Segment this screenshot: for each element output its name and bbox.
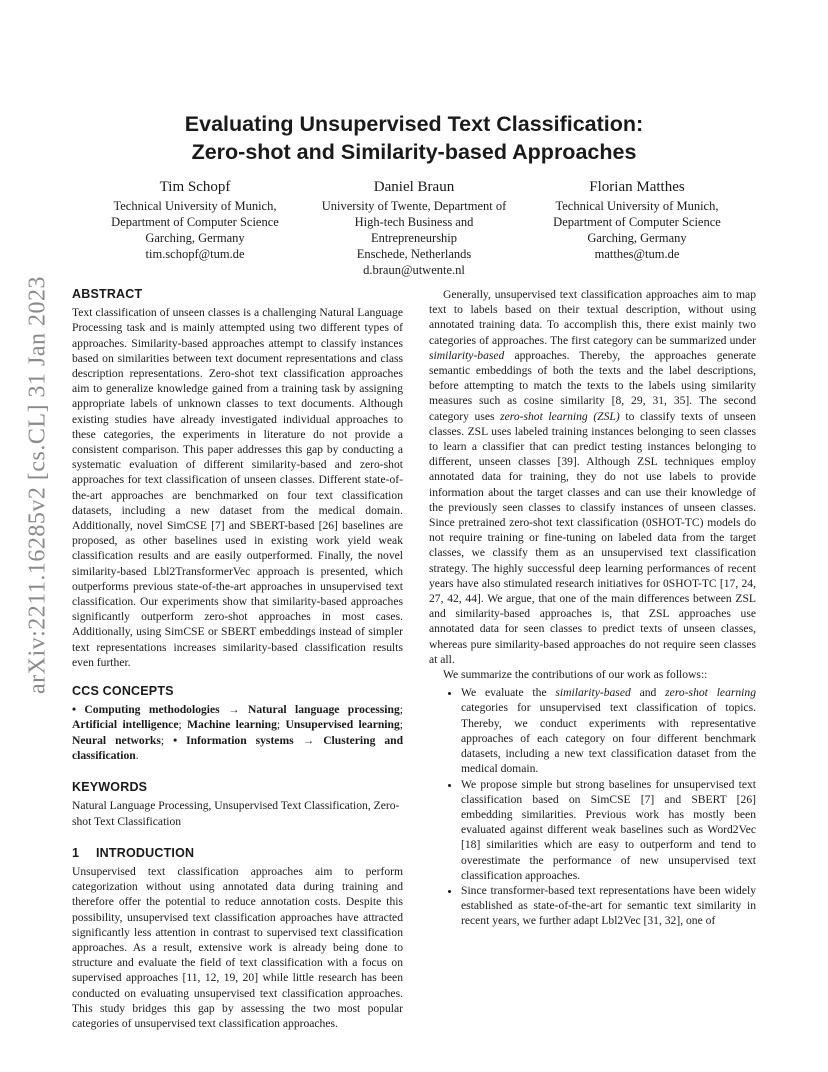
author-location: Garching, Germany (587, 231, 687, 245)
author-name: Daniel Braun (373, 179, 455, 195)
author-affiliation: Department of Computer Science (553, 215, 721, 229)
intro-paragraph-2: Generally, unsupervised text classification approaches aim to map text to labels based on their textual description, without using annotated training data. To accomplish this, there exist mainly two categories of approaches. The first category can be summarized under similarity-based approaches. Thereby, the approaches generate semantic embeddings of both the texts and the label descriptions, before attempting to match the texts to the labels using similarity measures such as cosine similarity [8, 29, 31, 35]. The second category uses zero-shot learning (ZSL) to classify texts of unseen classes. ZSL uses labeled training instances belonging to seen classes to learn a classifier that can predict testing instances belonging to different, unseen classes [39]. Although ZSL techniques employ annotated data for training, they do not use labels to provide information about the target classes and can use their knowledge of the previously seen classes to classify instances of unseen classes. Since pretrained zero-shot text classification (0SHOT-TC) models do not require training or fine-tuning on labeled data from the target classes, we classify them as an unsupervised text classification strategy. The highly successful deep learning performances of recent years have also stimulated research initiatives for 0SHOT-TC [17, 24, 27, 42, 44]. We argue, that one of the main differences between ZSL and similarity-based approaches is, that ZSL approaches use annotated data for seen classes to predict texts of unseen classes, whereas pure similarity-based approaches do not require seen classes at all. (429, 288, 756, 666)
keywords-heading: KEYWORDS (72, 780, 148, 795)
ccs-concepts: • Computing methodologies → Natural language processing; Artificial intelligence; Machine learning; Unsupervised learning; Neural networks; • Information systems → Clustering and classification. (72, 703, 404, 762)
keywords-text: Natural Language Processing, Unsupervised Text Classification, Zero-shot Text Classification (72, 799, 400, 828)
contributions-list (429, 685, 756, 928)
author-affiliation: Technical University of Munich, (113, 199, 277, 213)
author-affiliation: University of Twente, Department of (321, 199, 507, 213)
intro-paragraph-1: Unsupervised text classification approaches aim to perform categorization without using annotated data during training and therefore offer the potential to reduce annotation costs. Despite this possibility, unsupervised text classification approaches have attracted significantly less attention in contrast to supervised text classification approaches. As a result, extensive work is already being done to structure and evaluate the field of text classification with a focus on supervised approaches [11, 12, 19, 20] while little research has been conducted on evaluating unsupervised text classification approaches. This study bridges this gap by assessing the two most popular categories of unsupervised text classification approaches. (72, 864, 403, 1030)
introduction-section (72, 846, 403, 1031)
abstract-heading: ABSTRACT (72, 287, 143, 301)
list-item: • We propose simple but strong baselines for unsupervised text classification based on SimCSE [7] and SBERT [26] embedding similarities. Previous work has mostly been evaluated against different weak baselines such as Word2Vec [18] similarities which are easy to outperform and tend to overestimate the performance of new unsupervised text classification approaches. (461, 777, 756, 883)
introduction-heading: 1 INTRODUCTION (72, 845, 195, 860)
title-line-2: Zero-shot and Similarity-based Approaches (191, 140, 637, 164)
author-location: Garching, Germany (145, 231, 245, 245)
list-item: • Since transformer-based text representations have been widely established as state-of-the-art for semantic text similarity in recent years, we further adapt Lbl2Vec [31, 32], one of (461, 883, 756, 929)
author-email: matthes@tum.de (594, 247, 680, 261)
author-email: tim.schopf@tum.de (145, 247, 245, 261)
author-name: Florian Matthes (589, 179, 685, 195)
ccs-section (72, 684, 403, 763)
intro-paragraph-3: We summarize the contributions of our work as follows:: (443, 668, 708, 682)
author-name: Tim Schopf (159, 179, 231, 195)
author-1 (100, 178, 290, 262)
author-email: d.braun@utwente.nl (363, 263, 465, 277)
title-line-1: Evaluating Unsupervised Text Classification: (184, 112, 644, 136)
author-3 (540, 178, 734, 262)
right-column (429, 287, 756, 929)
author-affiliation: Technical University of Munich, (555, 199, 719, 213)
list-item: • We evaluate the similarity-based and zero-shot learning categories for unsupervised text classification of topics. Thereby, we conduct experiments with representative approaches of each category on four different benchmark datasets, including a new text classification dataset from the medical domain. (461, 685, 756, 776)
paper-title (0, 110, 828, 166)
arxiv-watermark-text: arXiv:2211.16285v2 [cs.CL] 31 Jan 2023 (24, 275, 51, 695)
author-affiliation: Entrepreneurship (370, 231, 458, 245)
author-affiliation: High-tech Business and (354, 215, 474, 229)
author-affiliation: Department of Computer Science (111, 215, 279, 229)
ccs-heading: CCS CONCEPTS (72, 684, 174, 699)
author-2 (308, 178, 520, 278)
abstract-text: Text classification of unseen classes is a challenging Natural Language Processing task and is mainly attempted using two different types of approaches. Similarity-based approaches attempt to classify instances based on similarities between text document representations and class description representations. Zero-shot text classification approaches aim to generalize knowledge gained from a training task by assigning appropriate labels of unknown classes to text documents. Although existing studies have already investigated individual approaches to these categories, the experiments in literature do not provide a consistent comparison. This paper addresses this gap by conducting a systematic evaluation of different similarity-based and zero-shot approaches for text classification of unseen classes. Different state-of-the-art approaches are benchmarked on four text classification datasets, including a new dataset from the medical domain. Additionally, novel SimCSE [7] and SBERT-based [26] baselines are proposed, as other baselines used in existing work yield weak classification results and are easily outperformed. Finally, the novel similarity-based Lbl2TransformerVec approach is presented, which outperforms previous state-of-the-art approaches in unsupervised text classification. Our experiments show that similarity-based approaches significantly outperform zero-shot approaches in most cases. Additionally, using SimCSE or SBERT embeddings instead of simpler text representations increases similarity-based classification results even further. (72, 306, 403, 669)
arxiv-watermark (18, 275, 58, 695)
left-column (72, 287, 403, 1031)
keywords-section (72, 780, 403, 829)
author-location: Enschede, Netherlands (356, 247, 472, 261)
